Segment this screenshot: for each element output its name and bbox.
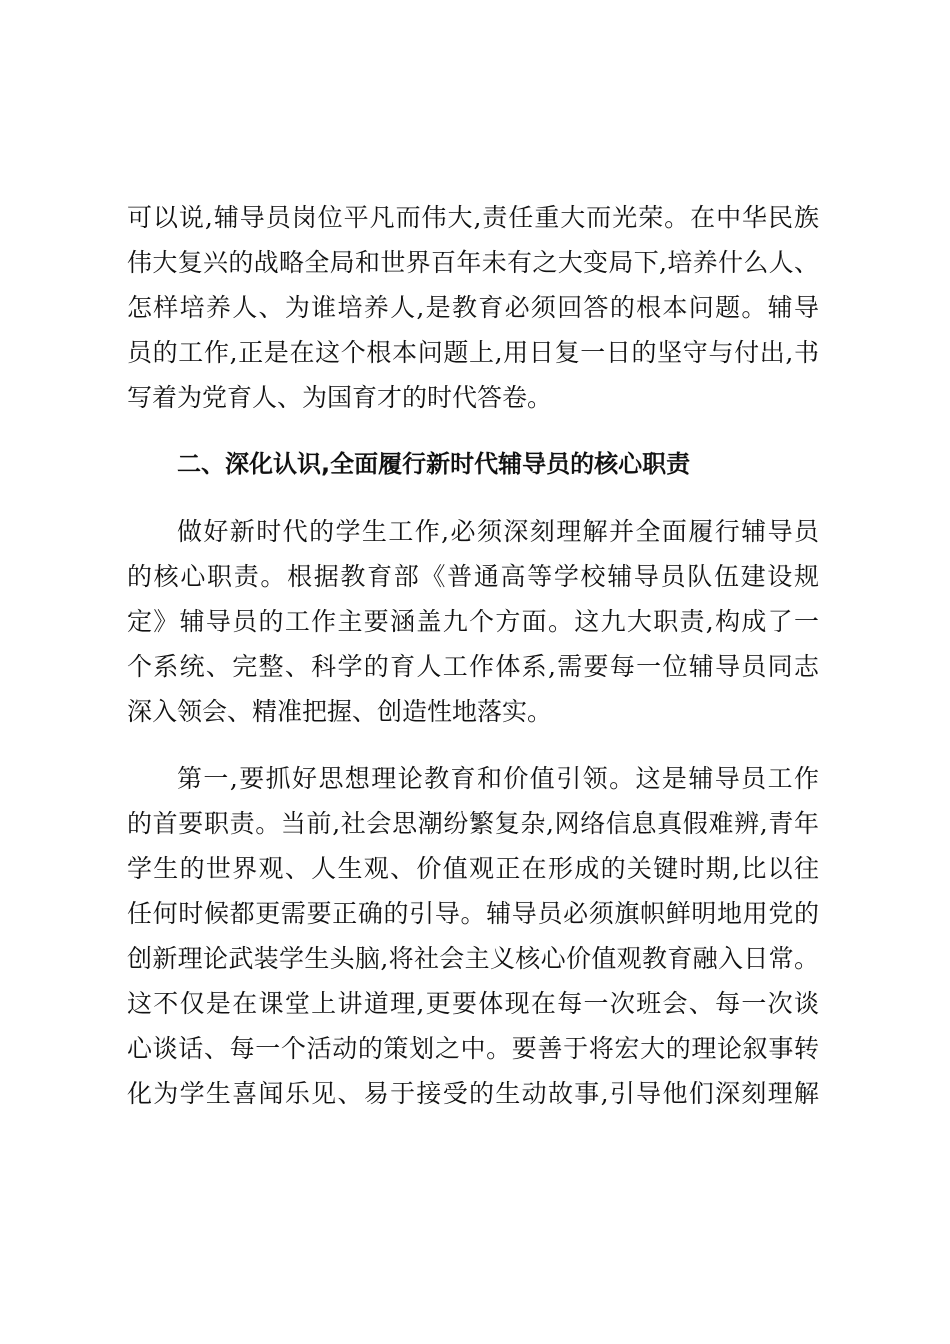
text-line: 员的工作,正是在这个根本问题上,用日复一日的坚守与付出,书 — [127, 338, 819, 367]
text-line: 第一,要抓好思想理论教育和价值引领。这是辅导员工作 — [177, 764, 819, 793]
text-line: 创新理论武装学生头脑,将社会主义核心价值观教育融入日常。 — [127, 944, 819, 973]
paragraph-3 — [127, 756, 819, 1116]
paragraph-2 — [127, 509, 819, 734]
text-line: 这不仅是在课堂上讲道理,更要体现在每一次班会、每一次谈 — [127, 989, 819, 1018]
text-line: 怎样培养人、为谁培养人,是教育必须回答的根本问题。辅导 — [127, 293, 819, 322]
text-line: 个系统、完整、科学的育人工作体系,需要每一位辅导员同志 — [127, 652, 819, 681]
text-line: 伟大复兴的战略全局和世界百年未有之大变局下,培养什么人、 — [127, 248, 819, 277]
text-line: 心谈话、每一个活动的策划之中。要善于将宏大的理论叙事转 — [127, 1034, 819, 1063]
section-heading: 二、深化认识,全面履行新时代辅导员的核心职责 — [177, 450, 691, 478]
document-body — [127, 195, 819, 1138]
text-line: 可以说,辅导员岗位平凡而伟大,责任重大而光荣。在中华民族 — [127, 203, 819, 232]
text-line: 深入领会、精准把握、创造性地落实。 — [127, 697, 553, 726]
text-line: 化为学生喜闻乐见、易于接受的生动故事,引导他们深刻理解 — [127, 1079, 819, 1108]
text-line: 任何时候都更需要正确的引导。辅导员必须旗帜鲜明地用党的 — [127, 899, 819, 928]
text-line: 的首要职责。当前,社会思潮纷繁复杂,网络信息真假难辨,青年 — [127, 809, 819, 838]
paragraph-1 — [127, 195, 819, 420]
text-line: 写着为党育人、为国育才的时代答卷。 — [127, 383, 553, 412]
text-line: 的核心职责。根据教育部《普通高等学校辅导员队伍建设规 — [127, 562, 819, 591]
text-line: 定》辅导员的工作主要涵盖九个方面。这九大职责,构成了一 — [127, 607, 819, 636]
text-line: 学生的世界观、人生观、价值观正在形成的关键时期,比以往 — [127, 854, 819, 883]
text-line: 做好新时代的学生工作,必须深刻理解并全面履行辅导员 — [177, 517, 819, 546]
